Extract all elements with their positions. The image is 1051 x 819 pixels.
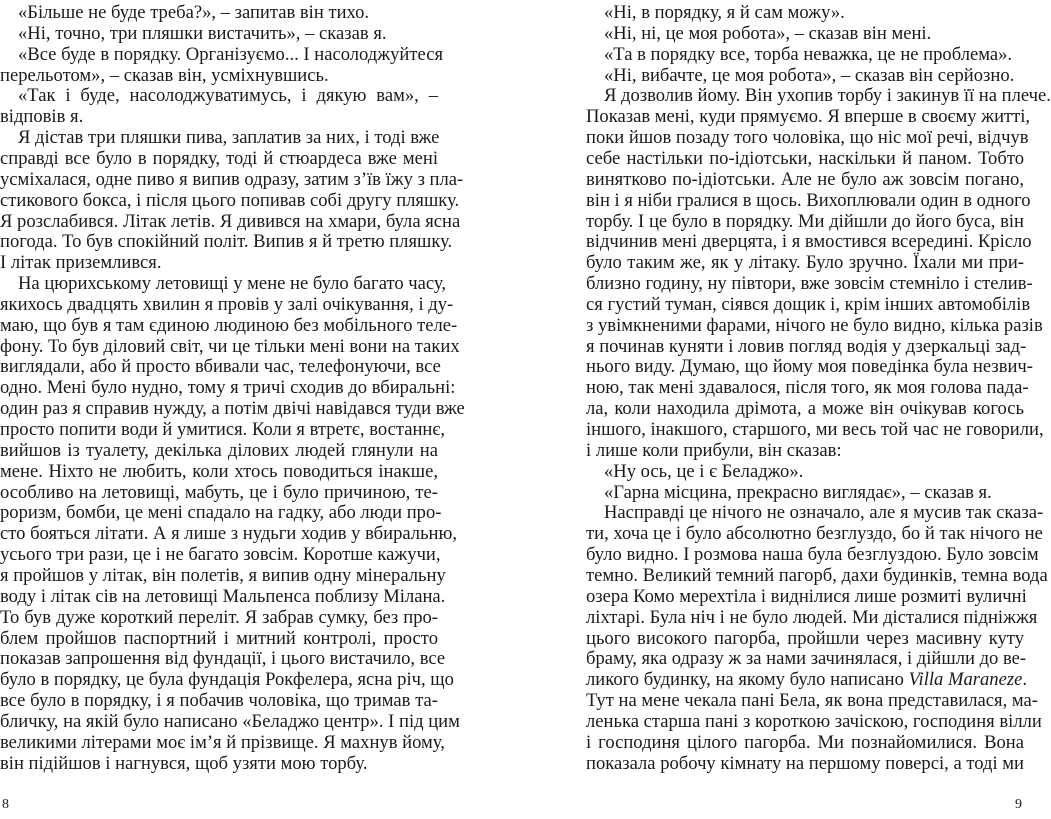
text-line: «Та в порядку все, торба неважка, це не проблема».: [604, 43, 1013, 65]
page-number-right: 9: [1015, 797, 1022, 812]
text-line: браму, яка одразу ж за нами зачинялася, і дійшли до ве-: [586, 648, 1027, 670]
text-line: одно. Мені було нудно, тому я тричі сходив до вбиральні:: [0, 377, 456, 399]
text-line: усміхалася, одне пиво я випив одразу, затим з’їв їжу з пла-: [0, 168, 464, 190]
text-line: Я дістав три пляшки пива, заплатив за них, і тоді вже: [18, 127, 440, 149]
text-line: «Все буде в порядку. Організуємо... І насолоджуйтеся: [18, 43, 444, 65]
text-line: Насправді це нічого не означало, але я мусив так сказа-: [604, 502, 1044, 524]
text-line: один раз я справив нужду, а потім двічі навідався туди вже: [0, 398, 465, 420]
text-line: і господиня цілого пагорба. Ми познайомилися. Вона: [586, 731, 1024, 753]
text-line: Тут на мене чекала пані Бела, як вона представилася, ма-: [586, 690, 1038, 712]
text-line: відчинив мені дверцята, і я вмостився всередині. Крісло: [586, 231, 1032, 253]
text-line: На цюрихському летовищі у мене не було багато часу,: [18, 273, 446, 295]
text-line: вийшов із туалету, декілька ділових людей глянули на: [0, 439, 438, 461]
text-line: іншого, інакшого, старшого, ми весь той час не говорили,: [586, 419, 1044, 440]
text-line: «Ні, в порядку, я й сам можу».: [604, 2, 845, 23]
text-line: ликого будинку, на якому було написано Villa Maraneze.: [586, 669, 1027, 691]
text-line: фону. То був діловий світ, чи це тільки мені вони на таких: [0, 335, 460, 357]
page-number-left: 8: [2, 797, 9, 812]
text-line: роризм, бомби, це мені спадало на гадку, або люди про-: [0, 502, 442, 524]
text-line: «Ну ось, це і є Беладжо».: [604, 460, 804, 482]
text-line: «Більше не буде треба?», – запитав він тихо.: [18, 2, 370, 23]
text-line: «Ні, вибачте, це моя робота», – сказав він серйозно.: [604, 64, 1015, 86]
text-line: ла, коли находила дрімота, а може він очікував когось: [586, 398, 1024, 420]
text-line: погода. То був спокійний політ. Випив я й третю пляшку.: [0, 231, 453, 253]
text-line: бличку, на якій було написано «Беладжо центр». І під цим: [0, 710, 460, 732]
text-line: Я дозволив йому. Він ухопив торбу і закинув її на плече.: [604, 85, 1051, 107]
villa-name: Villa Maraneze: [908, 669, 1023, 691]
text-line: сто бояться літати. А я лише з нудьги ходив у вбиральню,: [0, 523, 458, 545]
text-line: відповів я.: [0, 106, 84, 128]
text-line: великими літерами моє ім’я й прізвище. Я махнув йому,: [0, 731, 445, 753]
text-line: Показав мені, куди прямуємо. Я вперше в своєму житті,: [586, 106, 1031, 128]
text-line: було видно. І розмова наша була безглуздою. Було зовсім: [586, 544, 1039, 566]
text-line: озера Комо мерехтіла і виднілися лише розмиті вуличні: [586, 585, 1027, 607]
text-line: ною, так мені здавалося, після того, як моя голова пада-: [586, 377, 1029, 399]
text-line: було таким же, як у літаку. Було зручно. Їхали ми при-: [586, 252, 1024, 274]
text-line: Я розслабився. Літак летів. Я дивився на хмари, була ясна: [0, 210, 461, 232]
text-line: мене. Ніхто не любить, коли хтось поводиться інакше,: [0, 460, 438, 482]
text-line: особливо на летовищі, мабуть, це і було причиною, те-: [0, 481, 438, 503]
text-line: ленька старша пані з короткою зачіскою, господиня вілли: [586, 710, 1042, 732]
text-line: він підійшов і нагнувся, щоб узяти мою торбу.: [0, 752, 368, 774]
text-line: з увімкненими фарами, нічого не було видно, кілька разів: [586, 314, 1043, 336]
text-line: воду і літак сів на летовищі Мальпенса поблизу Мілана.: [0, 585, 446, 607]
text-line: «Так і буде, насолоджуватимусь, і дякую вам», –: [18, 85, 438, 107]
text-line: я починав куняти і ловив погляд водія у дзеркальці зад-: [586, 335, 1027, 357]
text-line: То був дуже короткий переліт. Я забрав сумку, без про-: [0, 606, 438, 628]
text-line: ліхтарі. Була ніч і не було людей. Ми дісталися підніжжя: [586, 606, 1038, 628]
text-line: винятково по-ідіотськи. Але не було аж зовсім погано,: [586, 168, 1024, 190]
left-page: [0, 0, 465, 819]
text-line: виглядали, або й просто вбивали час, телефонуючи, все: [0, 356, 441, 378]
text-line: якихось двадцять хвилин я провів у залі очікування, і ду-: [0, 293, 454, 315]
right-page: [586, 0, 1051, 819]
text-line: І літак приземлився.: [0, 252, 162, 274]
text-line: ся густий туман, сіявся дощик і, крім інших автомобілів: [586, 293, 1031, 315]
text-line: темно. Великий темний пагорб, дахи будинків, темна вода: [586, 564, 1048, 586]
text-line: просто попити води й умитися. Коли я втретє, востаннє,: [0, 419, 446, 440]
text-line: він і я ніби гралися в щось. Вихоплювали один в одного: [586, 189, 1031, 211]
text-line: показала робочу кімнату на першому поверсі, а тоді ми: [586, 752, 1024, 774]
text-line: нього виду. Думаю, що йому моя поведінка була незвич-: [586, 356, 1033, 378]
text-line: цього високого пагорба, пройшли через масивну куту: [586, 627, 1024, 649]
text-line: блем пройшов паспортний і митний контролі, просто: [0, 627, 438, 649]
text-line: все було в порядку, і я побачив чоловіка, що тримав та-: [0, 690, 438, 712]
text-line: близно годину, ну півтори, вже зовсім стемніло і стелив-: [586, 273, 1033, 295]
text-line: усього три рази, це і не багато зовсім. Коротше кажучи,: [0, 544, 441, 566]
text-line: я пройшов у літак, він полетів, я випив одну мінеральну: [0, 564, 446, 586]
text-line: «Гарна місцина, прекрасно виглядає», – сказав я.: [604, 481, 992, 503]
text-line: і лише коли прибули, він сказав:: [586, 439, 842, 461]
text-line: ти, хоча це і було абсолютно безглуздо, бо й так нічого не: [586, 523, 1043, 545]
text-line: маю, що був я там єдиною людиною без мобільного теле-: [0, 314, 458, 336]
text-line: було в порядку, це була фундація Рокфелера, ясна річ, що: [0, 669, 454, 691]
text-line: показав запрошення від фундації, і цього вистачило, все: [0, 648, 446, 670]
text-line: себе настільки по-ідіотськи, наскільки й паном. Тобто: [586, 147, 1024, 169]
text-line: перельотом», – сказав він, усміхнувшись.: [0, 64, 329, 86]
text-line: справді все було в порядку, тоді й стюардеса вже мені: [0, 147, 438, 169]
text-line: «Ні, точно, три пляшки вистачить», – сказав я.: [18, 22, 387, 44]
text-line: поки йшов позаду того чоловіка, що ніс мої речі, відчув: [586, 127, 1029, 149]
text-line: «Ні, ні, це моя робота», – сказав він мені.: [604, 22, 932, 44]
text-line: торбу. І це було в порядку. Ми дійшли до його буса, він: [586, 210, 1024, 232]
text-line: стикового бокса, і після цього попивав собі другу пляшку.: [0, 189, 460, 211]
